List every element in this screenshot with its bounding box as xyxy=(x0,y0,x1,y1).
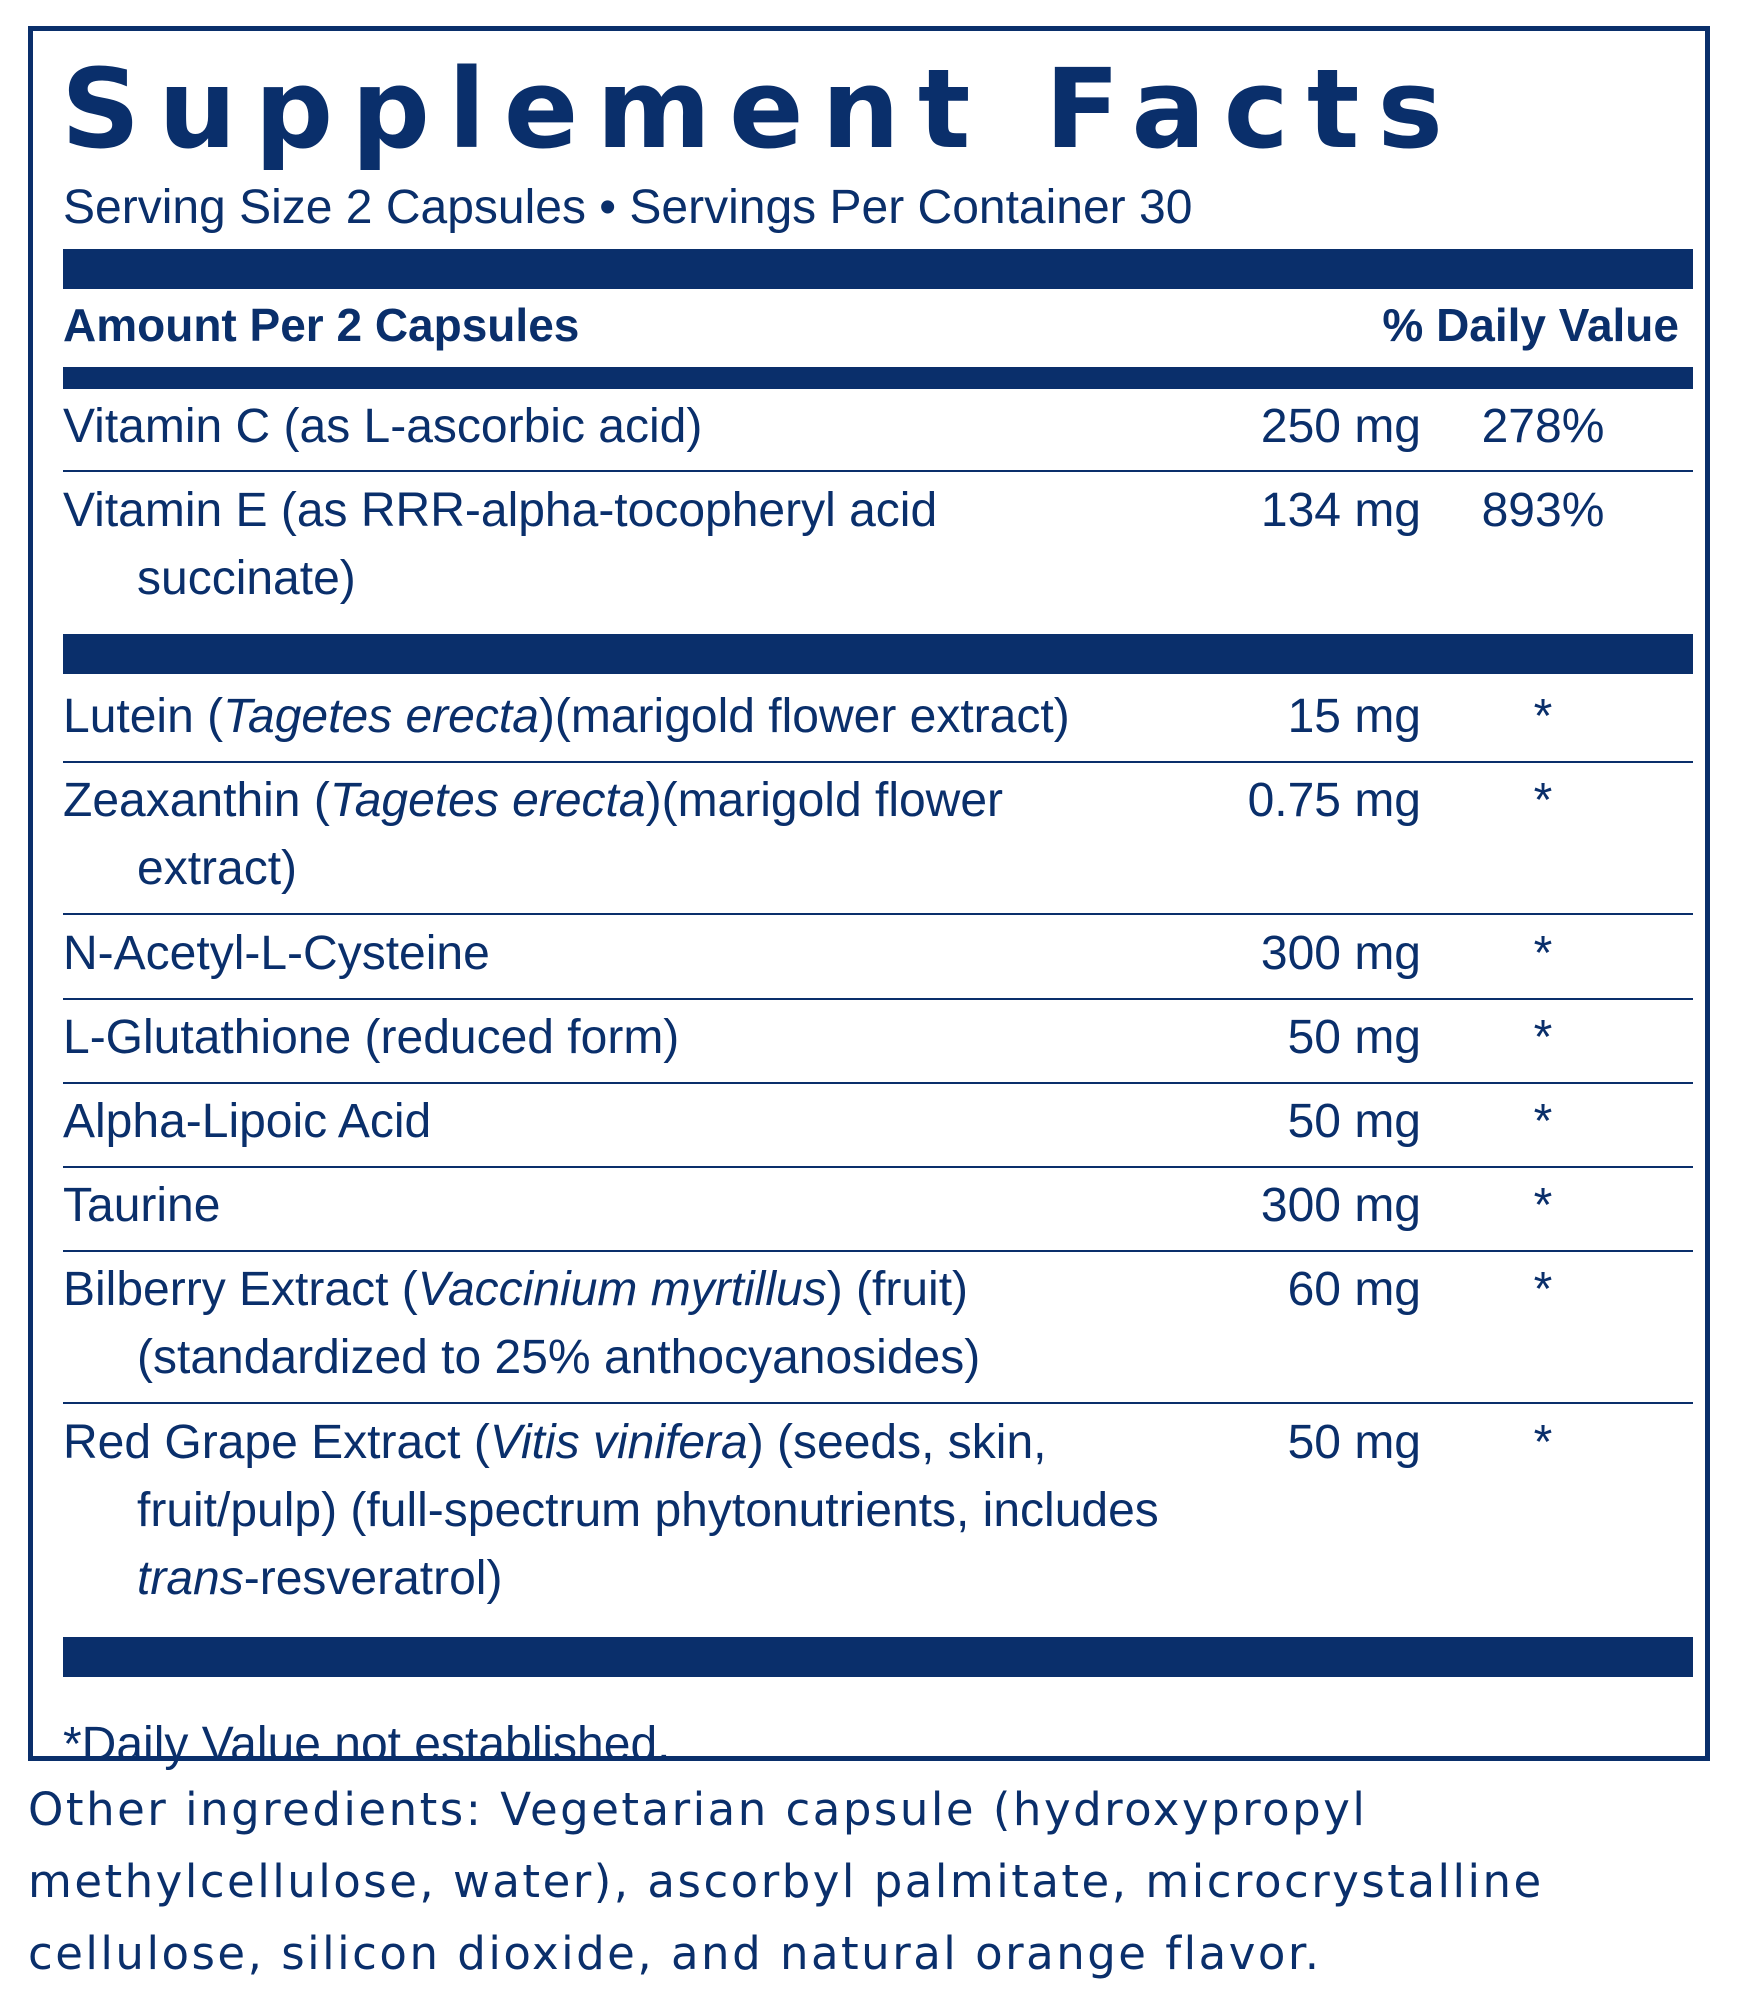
ingredient-row-glutathione xyxy=(63,1004,1693,1084)
ingredient-daily-value: * xyxy=(1533,1416,1553,1469)
ingredient-amount: 300 mg xyxy=(1260,1179,1421,1232)
other-ingredients: Other ingredients: Vegetarian capsule (hydroxypropyl methylcellulose, water), ascorbyl palmitate, microcrystalline cellulose, silicon dioxide, and natural orange flavor. xyxy=(28,1783,1544,1980)
ingredient-name: Taurine xyxy=(63,1179,221,1232)
ingredient-amount: 60 mg xyxy=(1287,1263,1421,1316)
thick-divider-middle xyxy=(63,634,1693,674)
ingredient-daily-value: * xyxy=(1533,927,1553,980)
nutrient-name: Vitamin C (as L-ascorbic acid) xyxy=(63,400,703,453)
ingredient-daily-value: * xyxy=(1533,690,1553,743)
ingredient-name: N-Acetyl-L-Cysteine xyxy=(63,927,490,980)
nutrient-name: Vitamin E (as RRR-alpha-tocopheryl acid succinate) xyxy=(63,484,938,605)
ingredient-name: Alpha-Lipoic Acid xyxy=(63,1095,432,1148)
thick-divider-bottom xyxy=(63,1637,1693,1677)
thick-divider-top xyxy=(63,249,1693,289)
ingredient-row-taurine xyxy=(63,1172,1693,1252)
nutrient-amount: 134 mg xyxy=(1260,484,1421,537)
ingredient-daily-value: * xyxy=(1533,1179,1553,1232)
ingredient-amount: 15 mg xyxy=(1287,690,1421,743)
ingredient-name: Red Grape Extract (Vitis vinifera) (seeds, skin, fruit/pulp) (full-spectrum phytonutrients, includes trans-resveratrol) xyxy=(63,1416,1159,1605)
nutrient-daily-value: 893% xyxy=(1481,484,1605,537)
ingredient-daily-value: * xyxy=(1533,1011,1553,1064)
nutrient-row-vitamin-e xyxy=(63,477,1693,627)
daily-value-footnote: *Daily Value not established. xyxy=(63,1718,671,1771)
nutrient-amount: 250 mg xyxy=(1260,400,1421,453)
panel-title: Supplement Facts xyxy=(61,45,1461,173)
ingredient-amount: 50 mg xyxy=(1287,1095,1421,1148)
ingredient-name: L-Glutathione (reduced form) xyxy=(63,1011,680,1064)
amount-per-header: Amount Per 2 Capsules xyxy=(63,299,580,351)
serving-info: Serving Size 2 Capsules • Servings Per Container 30 xyxy=(63,181,1193,234)
medium-divider xyxy=(63,367,1693,389)
ingredient-amount: 50 mg xyxy=(1287,1416,1421,1469)
ingredient-daily-value: * xyxy=(1533,774,1553,827)
ingredient-row-bilberry xyxy=(63,1256,1693,1404)
ingredient-amount: 50 mg xyxy=(1287,1011,1421,1064)
ingredient-row-lutein xyxy=(63,683,1693,763)
ingredient-row-zeaxanthin xyxy=(63,767,1693,915)
ingredient-row-nac xyxy=(63,920,1693,1000)
ingredient-amount: 300 mg xyxy=(1260,927,1421,980)
supplement-facts-panel xyxy=(28,26,1710,1771)
ingredient-name: Bilberry Extract (Vaccinium myrtillus) (fruit) (standardized to 25% anthocyanosides) xyxy=(63,1263,981,1384)
ingredient-amount: 0.75 mg xyxy=(1247,774,1421,827)
ingredient-name: Lutein (Tagetes erecta)(marigold flower extract) xyxy=(63,690,1070,743)
nutrient-daily-value: 278% xyxy=(1481,400,1605,453)
ingredient-name: Zeaxanthin (Tagetes erecta)(marigold flower extract) xyxy=(63,774,1004,895)
ingredient-row-red-grape xyxy=(63,1409,1693,1627)
ingredient-row-alpha-lipoic-acid xyxy=(63,1088,1693,1168)
nutrient-row-vitamin-c xyxy=(63,393,1693,472)
ingredient-daily-value: * xyxy=(1533,1263,1553,1316)
daily-value-header: % Daily Value xyxy=(1382,299,1679,351)
ingredient-daily-value: * xyxy=(1533,1095,1553,1148)
